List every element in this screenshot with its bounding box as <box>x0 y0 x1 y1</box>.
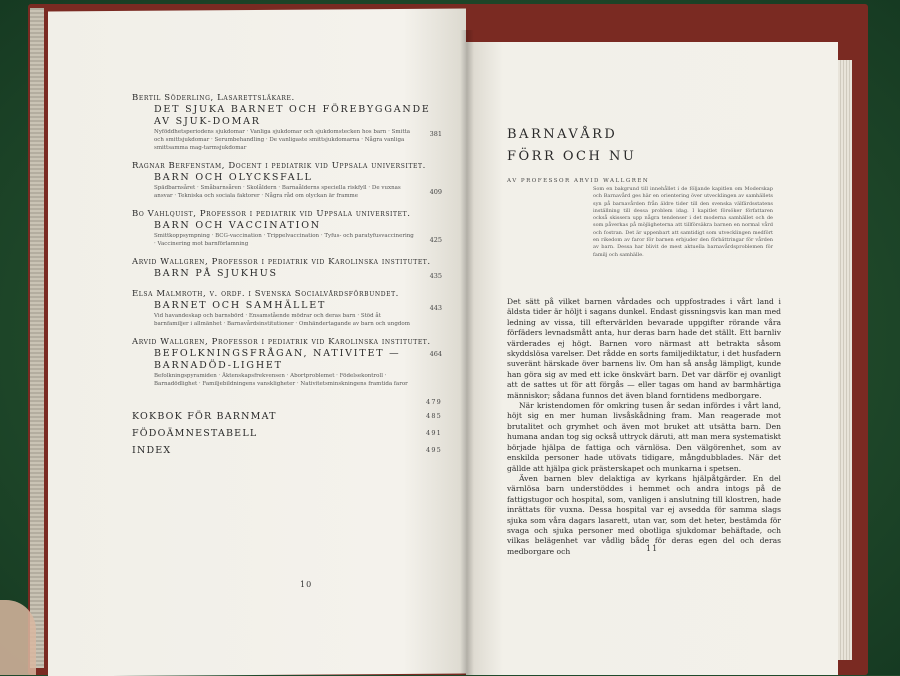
toc-solo-entry <box>132 410 442 423</box>
toc-title: FÖDOÄMNESTABELL <box>132 428 258 439</box>
toc-entry <box>132 160 442 200</box>
toc-author: Elsa Malmroth, v. ordf. i Svenska Socialvårdsförbundet. <box>132 289 399 299</box>
toc-title: KOKBOK FÖR BARNMAT <box>132 411 277 422</box>
toc-author: Arvid Wallgren, Professor i pediatrik vid Karolinska institutet. <box>132 257 431 267</box>
chapter-author: AV PROFESSOR ARVID WALLGREN <box>507 178 650 184</box>
book-spine-cloth <box>30 8 44 668</box>
toc-title: BARN OCH OLYCKSFALL <box>154 172 313 183</box>
toc-solo-entry <box>132 427 442 440</box>
toc-page-number: 409 <box>429 188 442 196</box>
toc-subtitle: Vid havandeskap och barnsbörd · Ensamstående mödrar och deras barn · Stöd åt barnfamiljer i allmänhet · Barnavårdsinstitutioner · Omhändertagande av barn och ungdom <box>154 313 410 327</box>
toc-title: INDEX <box>132 445 172 456</box>
right-page-number: 11 <box>646 544 659 553</box>
table-of-contents <box>132 92 442 457</box>
toc-author: Bertil Söderling, Lasarettsläkare. <box>132 93 295 103</box>
chapter-body <box>507 297 781 557</box>
toc-title: BARNET OCH SAMHÄLLET <box>154 300 327 311</box>
toc-author: Ragnar Berfenstam, Docent i pediatrik vid Uppsala universitet. <box>132 161 426 171</box>
toc-subtitle: Befolkningspyramiden · Äktenskapsfrekvensen · Abortproblemet · Födelsekontroll · Barnadödlighet · Familjebildningens vanskligheter · Nativitetsminskningens framtida faror <box>154 373 408 387</box>
toc-subtitle: Smittkoppsympning · BCG-vaccination · Trippelvaccination · Tyfus- och paratyfusvaccinering · Vaccinering mot barnförlamning <box>154 233 414 247</box>
toc-title: BARN OCH VACCINATION <box>154 220 321 231</box>
toc-page-number: 425 <box>429 236 442 244</box>
toc-author: Bo Vahlquist, Professor i pediatrik vid Uppsala universitet. <box>132 209 411 219</box>
toc-page-number: 485 <box>425 412 442 420</box>
toc-entry <box>132 208 442 248</box>
toc-solo-entry <box>132 444 442 457</box>
toc-entry <box>132 92 442 152</box>
toc-page-number: 443 <box>429 304 442 312</box>
paragraph: När kristendomen för omkring tusen år sedan infördes i vårt land, höjt sig en mer human livsåskådning fram. Man reagerade mot brutalitet och grymhet och även mot bruket att utsätta barn. Den humana andan tog sig också uttryck däruti, att man mera systematiskt började hjälpa de fattiga och värnlösa. Den välgörenhet, som av enskilda personer hade utövats tidigare, mångdubblades. När det gällde att hjälpa gick prästerskapet och munkarna i spetsen. <box>507 401 781 473</box>
paragraph: Det sätt på vilket barnen vårdades och uppfostrades i vårt land i äldsta tider är höljt i sagans dunkel. Endast gissningsvis kan man med ledning av vissa, till eftervärlden bevarade uppgifter rörande våra förfäders levnadsmått anta, hur deras barn hade det ställt. Ett barnliv värderades ej högt. Barnen voro närmast att betrakta såsom skyddslösa varelser. Det rådde en sorts familjediktatur, i det husfadern suveränt härskade över barnens liv. Om han så ansåg lämpligt, kunde han göra sig av med ett icke önskvärt barn. Det var därför ej ovanligt att de sattes ut för att förgås — eller tagas om hand av barmhärtiga människor; sådana funnos det även bland forntidens medborgare. <box>507 297 781 400</box>
toc-page-number: 381 <box>429 130 442 138</box>
toc-page-number: 479 <box>425 398 442 406</box>
page-edges <box>838 60 852 660</box>
chapter-title-line2: FÖRR OCH NU <box>507 149 637 164</box>
toc-page-number: 435 <box>429 272 442 280</box>
toc-entry <box>132 336 442 388</box>
book-gutter <box>460 30 474 675</box>
toc-title: BARN PÅ SJUKHUS <box>154 268 278 279</box>
toc-solo-entry <box>132 396 442 406</box>
toc-subtitle: Spädbarnsåret · Småbarnsåren · Skolåldern · Barnaålderns speciella riskfyll · De vuxnas ansvar · Tekniska och sociala faktorer · Några råd om olyckan är framme <box>154 185 401 199</box>
chapter-intro: Som en bakgrund till innehållet i de följande kapitlen om Moderskap och Barnavård ges här en orientering över utvecklingen av samhällets syn på barnavården från äldre tider till den svenska välfärdsstatens inställning till dessa problem idag. I kapitlet försöker författaren också skissera upp några tendenser i det moderna samhället och de som påverkas på möjligheterna att tillförsäkra barnen en normal vård och fostran. Det är uppenbart att samtidigt som utvecklingen medfört en rikedom av faror för barnen erbjuder den förbättringar för vården av barn. Dessa har blivit de mest aktuella barnavårdsproblemen för familj och samhälle. <box>593 186 773 258</box>
chapter-title-line1: BARNAVÅRD <box>507 127 618 142</box>
toc-entry <box>132 288 442 328</box>
toc-author: Arvid Wallgren, Professor i pediatrik vid Karolinska institutet. <box>132 337 431 347</box>
toc-page-number: 464 <box>429 350 442 358</box>
chapter-heading <box>507 124 649 184</box>
paragraph: Även barnen blev delaktiga av kyrkans hjälpåtgärder. En del värnlösa barn understöddes i hemmet och andra intogs på de fattigstugor och hospital, som, vanligen i anslutning till klostren, hade inrättats för vuxna. Dessa hospital var ej avsedda för samma slags sjuka som våra dagars lasarett, utan var, som det heter, bestämda för svaga och sjuka personer med obotliga sjukdomar behäftade, och vilkas belägenhet var vådlig både för deras egen del och deras medborgare och <box>507 473 781 556</box>
toc-title: DET SJUKA BARNET OCH FÖREBYGGANDE AV SJUK-DOMAR <box>154 104 431 127</box>
toc-subtitle: Nyföddhetsperiodens sjukdomar · Vanliga sjukdomar och sjukdomstecken hos barn · Smitta och smittsjukdomar · Serumbehandling · De vanligaste smittsjukdomarna · Några vanliga smittsamma mag-tarmsjukdomar <box>154 129 411 151</box>
toc-title: BEFOLKNINGSFRÅGAN, NATIVITET — BARNADÖD-LIGHET <box>154 348 401 371</box>
toc-page-number: 495 <box>425 446 442 454</box>
toc-entry <box>132 256 442 280</box>
left-page-number: 10 <box>300 580 313 589</box>
toc-page-number: 491 <box>425 429 442 437</box>
